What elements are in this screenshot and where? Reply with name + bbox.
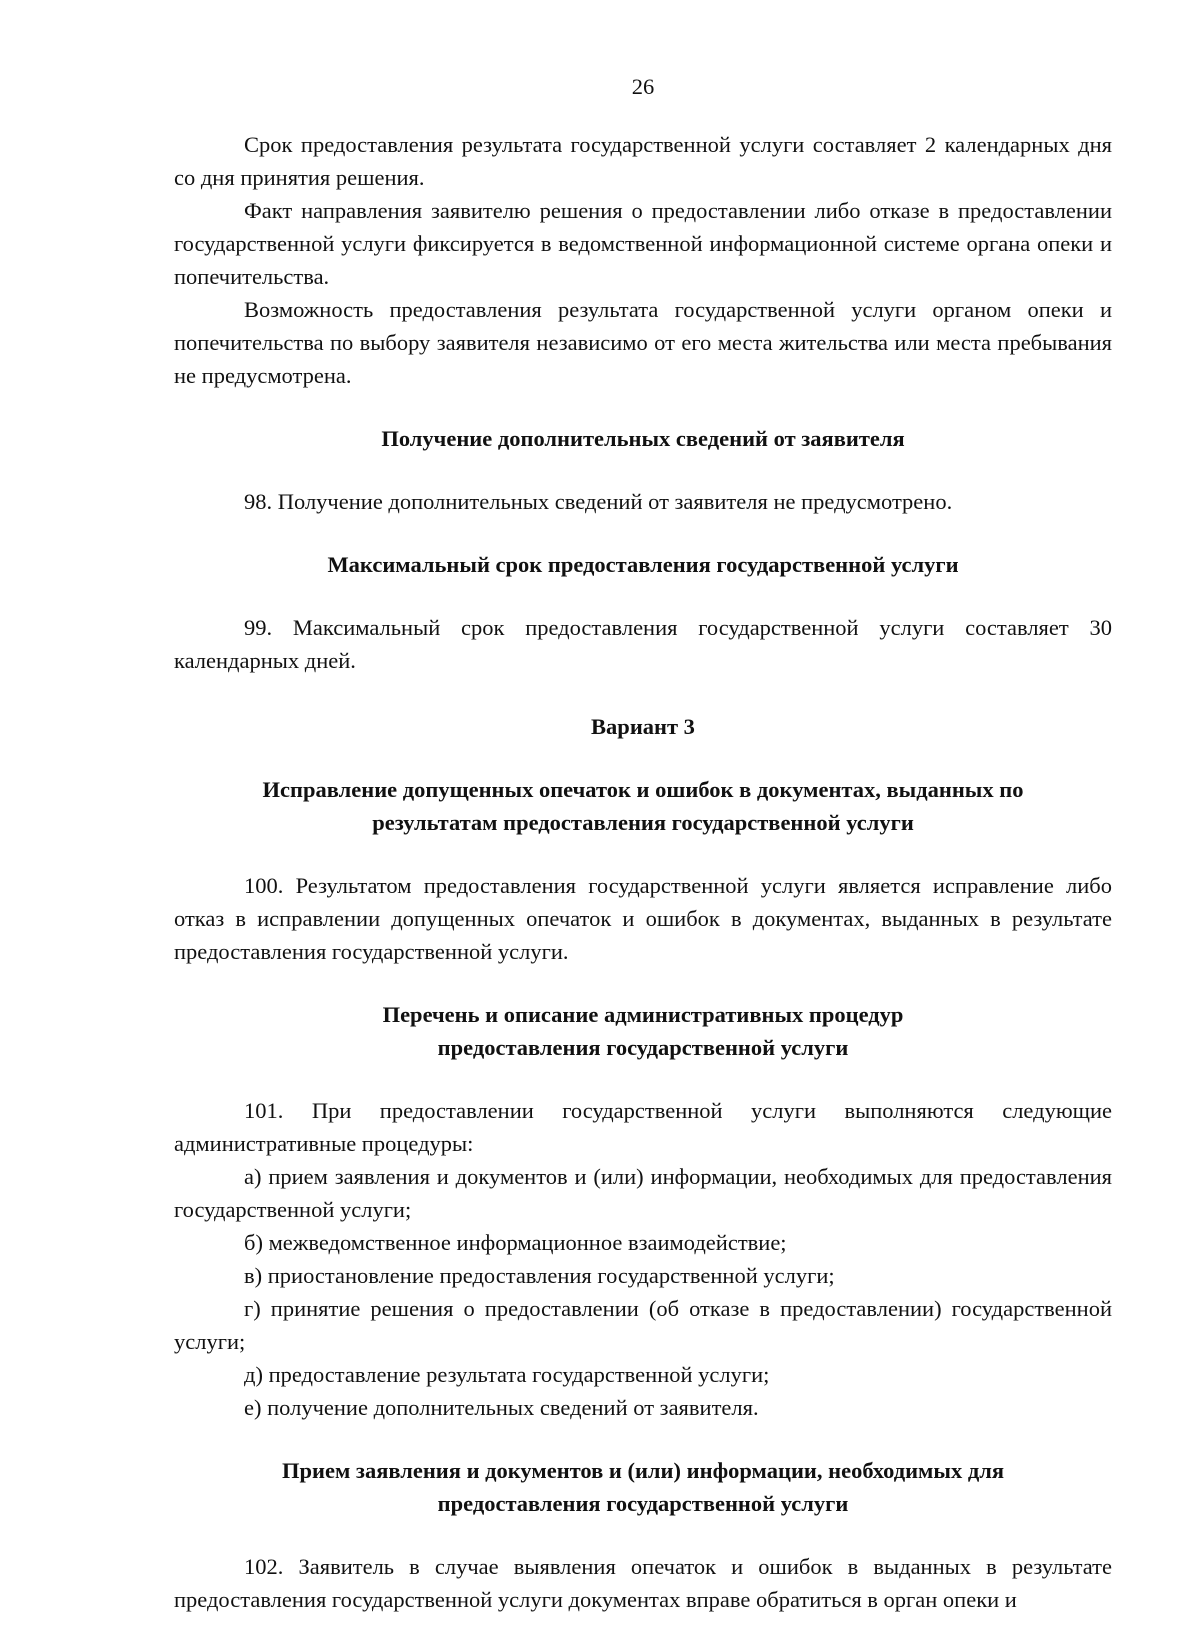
heading-max-term: Максимальный срок предоставления государственной услуги [327, 552, 959, 577]
paragraph-101-e: е) получение дополнительных сведений от заявителя. [244, 1395, 759, 1420]
paragraph-fact-recorded: Факт направления заявителю решения о предоставлении либо отказе в предоставлении государственной услуги фиксируется в ведомственной информационной системе органа опеки и попечительства. [174, 198, 1112, 289]
heading-procedures-line-2: предоставления государственной услуги [437, 1035, 849, 1060]
paragraph-99: 99. Максимальный срок предоставления государственной услуги составляет 30 календарных дней. [174, 615, 1112, 673]
paragraph-101-b: б) межведомственное информационное взаимодействие; [244, 1230, 787, 1255]
heading-correction-line-2: результатам предоставления государственной услуги [372, 810, 914, 835]
heading-procedures-line-1: Перечень и описание административных процедур [382, 1002, 904, 1027]
heading-additional-info: Получение дополнительных сведений от заявителя [381, 426, 905, 451]
paragraph-result-term: Срок предоставления результата государственной услуги составляет 2 календарных дня со дня принятия решения. [174, 132, 1112, 190]
paragraph-100: 100. Результатом предоставления государственной услуги является исправление либо отказ в исправлении допущенных опечаток и ошибок в документах, выданных в результате предоставления государственной услуги. [174, 873, 1112, 964]
paragraph-98: 98. Получение дополнительных сведений от заявителя не предусмотрено. [244, 489, 953, 514]
paragraph-101-g: г) принятие решения о предоставлении (об отказе в предоставлении) государственной услуги; [174, 1296, 1112, 1354]
paragraph-101-d: д) предоставление результата государственной услуги; [244, 1362, 770, 1387]
heading-reception-line-2: предоставления государственной услуги [437, 1491, 849, 1516]
paragraph-101-v: в) приостановление предоставления государственной услуги; [244, 1263, 835, 1288]
page-number: 26 [631, 74, 655, 99]
page-content [174, 72, 1112, 1616]
heading-variant: Вариант 3 [591, 714, 695, 739]
paragraph-102: 102. Заявитель в случае выявления опечаток и ошибок в выданных в результате предоставления государственной услуги документах вправе обратиться в орган опеки и [174, 1554, 1112, 1612]
paragraph-possibility: Возможность предоставления результата государственной услуги органом опеки и попечительства по выбору заявителя независимо от его места жительства или места пребывания не предусмотрена. [174, 297, 1112, 388]
paragraph-101: 101. При предоставлении государственной услуги выполняются следующие административные процедуры: [174, 1098, 1112, 1156]
heading-correction-line-1: Исправление допущенных опечаток и ошибок в документах, выданных по [262, 777, 1024, 802]
heading-reception-line-1: Прием заявления и документов и (или) информации, необходимых для [282, 1458, 1004, 1483]
paragraph-101-a: а) прием заявления и документов и (или) информации, необходимых для предоставления государственной услуги; [174, 1164, 1112, 1222]
